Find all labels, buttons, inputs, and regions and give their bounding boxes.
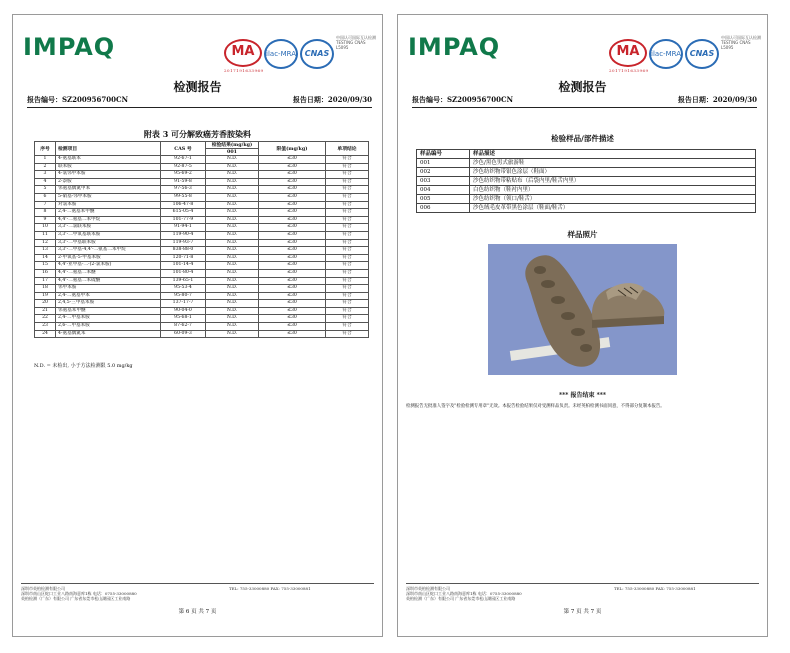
cell-conclusion: 符合 [326, 156, 369, 164]
table-row [35, 269, 369, 277]
cell-conclusion: 符合 [326, 254, 369, 262]
col-header-sample-id: 样品编号 [417, 150, 470, 159]
cell-item: 3,3'-二甲氧基联苯胺 [56, 231, 161, 239]
cell-sample-desc: 沙色纺织物带银色涂层（鞋面） [470, 168, 756, 177]
cell-cas: 101-77-9 [161, 216, 206, 224]
report-date: 2020/09/30 [327, 95, 372, 104]
cell-item: 2,4-二氨基苯甲醚 [56, 209, 161, 217]
cell-item: 5-硝基-邻甲苯胺 [56, 193, 161, 201]
cell-conclusion: 符合 [326, 285, 369, 293]
cell-limit: ≤30 [259, 163, 326, 171]
table-row [35, 254, 369, 262]
cell-conclusion: 符合 [326, 216, 369, 224]
cell-limit: ≤30 [259, 277, 326, 285]
cell-conclusion: 符合 [326, 323, 369, 331]
cell-item: 4-氯邻甲苯胺 [56, 171, 161, 179]
report-date: 2020/09/30 [712, 95, 757, 104]
table-row [417, 186, 756, 195]
accreditation-badges [224, 35, 374, 77]
table-row [35, 178, 369, 186]
page-number: 第 6 页 共 7 页 [178, 609, 217, 615]
report-number: SZ200956700CN [447, 95, 513, 104]
cell-sample-id: 001 [417, 159, 470, 168]
cell-cas: 101-80-4 [161, 269, 206, 277]
cell-limit: ≤30 [259, 262, 326, 270]
cell-item: 4,4'-二氨基二苯硫醚 [56, 277, 161, 285]
cell-conclusion: 符合 [326, 269, 369, 277]
cell-conclusion: 符合 [326, 171, 369, 179]
footer-tel: TEL: 755-33000880 FAX: 755-33000881 [229, 586, 311, 591]
cell-conclusion: 符合 [326, 193, 369, 201]
cell-result: N.D. [206, 193, 259, 201]
cell-cas: 92-87-5 [161, 163, 206, 171]
cell-no: 9 [35, 216, 56, 224]
cell-result: N.D. [206, 247, 259, 255]
cell-limit: ≤30 [259, 247, 326, 255]
cell-no: 6 [35, 193, 56, 201]
cell-conclusion: 符合 [326, 277, 369, 285]
cell-result: N.D. [206, 292, 259, 300]
cell-result: N.D. [206, 224, 259, 232]
cell-cas: 120-71-8 [161, 254, 206, 262]
cell-limit: ≤30 [259, 330, 326, 338]
cell-result: N.D. [206, 163, 259, 171]
cell-limit: ≤30 [259, 178, 326, 186]
cell-result: N.D. [206, 156, 259, 164]
cell-item: 4-氨基偶氮苯 [56, 330, 161, 338]
cell-sample-id: 003 [417, 177, 470, 186]
cell-limit: ≤30 [259, 224, 326, 232]
report-number-label: 报告编号： [27, 95, 62, 104]
table-note: N.D. = 未检出, 小于方法检测限 5.0 mg/kg [34, 363, 133, 369]
cell-result: N.D. [206, 323, 259, 331]
table-row [35, 224, 369, 232]
cell-conclusion: 符合 [326, 224, 369, 232]
cell-no: 17 [35, 277, 56, 285]
cell-cas: 60-09-3 [161, 330, 206, 338]
cnas-text: 中国认可国际互认检测 TESTING CNAS L5095 [721, 35, 761, 50]
report-title: 检测报告 [558, 80, 607, 94]
cell-conclusion: 符合 [326, 231, 369, 239]
table-row [417, 177, 756, 186]
report-disclaimer: 检测报告无批准人签字及"检验检测专用章"无效。本报告检验结果仅对受测样品负责。未经英柏检测书面同意，不得部分复制本报告。 [406, 404, 665, 409]
cell-item: 邻氨基苯甲醚 [56, 307, 161, 315]
cell-limit: ≤30 [259, 216, 326, 224]
table-row [35, 216, 369, 224]
cell-conclusion: 符合 [326, 330, 369, 338]
cell-sample-id: 005 [417, 195, 470, 204]
cell-limit: ≤30 [259, 323, 326, 331]
cell-result: N.D. [206, 171, 259, 179]
cell-result: N.D. [206, 262, 259, 270]
cell-result: N.D. [206, 269, 259, 277]
cell-conclusion: 符合 [326, 300, 369, 308]
cell-conclusion: 符合 [326, 247, 369, 255]
cma-code: 2017191633969 [609, 68, 649, 73]
cell-cas: 137-17-7 [161, 300, 206, 308]
col-header-limit: 限值(mg/kg) [259, 142, 326, 156]
cell-cas: 99-55-8 [161, 193, 206, 201]
table-row [35, 247, 369, 255]
report-meta [412, 95, 757, 107]
cma-badge-icon: MA [224, 39, 262, 67]
table-row [35, 277, 369, 285]
cell-cas: 91-94-1 [161, 224, 206, 232]
cell-cas: 91-59-8 [161, 178, 206, 186]
cell-item: 联苯胺 [56, 163, 161, 171]
table-row [417, 168, 756, 177]
cell-no: 12 [35, 239, 56, 247]
cell-result: N.D. [206, 239, 259, 247]
cell-conclusion: 符合 [326, 315, 369, 323]
cell-item: 3,3'-二甲基-4,4'-二氨基二苯甲烷 [56, 247, 161, 255]
table-row [35, 163, 369, 171]
cell-no: 5 [35, 186, 56, 194]
page-footer [21, 583, 374, 602]
cell-no: 8 [35, 209, 56, 217]
cell-sample-desc: 沙色纺织物（领口/鞋舌） [470, 195, 756, 204]
impaq-logo: IMPAQ [408, 33, 501, 61]
cell-item: 2-甲氧基-5-甲基苯胺 [56, 254, 161, 262]
table-row [417, 159, 756, 168]
cell-sample-desc: 沙色绒毛皮革带黑色涂层（鞋面/鞋舌） [470, 204, 756, 213]
cell-no: 2 [35, 163, 56, 171]
cell-cas: 90-04-0 [161, 307, 206, 315]
cell-cas: 97-56-3 [161, 186, 206, 194]
footer-line-3: 英柏检测（广东）有限公司 广东省东莞市松山湖园区工业南路 [21, 596, 131, 601]
cell-sample-id: 006 [417, 204, 470, 213]
cell-item: 2,6-二甲基苯胺 [56, 323, 161, 331]
cell-no: 1 [35, 156, 56, 164]
header-divider [27, 107, 372, 108]
cell-no: 18 [35, 285, 56, 293]
table-row [35, 323, 369, 331]
cell-cas: 106-47-8 [161, 201, 206, 209]
cell-conclusion: 符合 [326, 307, 369, 315]
report-page-7 [397, 14, 768, 637]
cell-item: 2,4-二甲基苯胺 [56, 315, 161, 323]
sample-description-caption: 检验样品/部件描述 [551, 134, 614, 143]
page-footer [406, 583, 759, 602]
table-row [417, 204, 756, 213]
cell-result: N.D. [206, 277, 259, 285]
cell-no: 14 [35, 254, 56, 262]
cnas-text: 中国认可国际互认检测 TESTING CNAS L5095 [336, 35, 376, 50]
cell-item: 4,4'-亚甲基-二-(2-氯苯胺) [56, 262, 161, 270]
cell-cas: 119-93-7 [161, 239, 206, 247]
table-row [35, 209, 369, 217]
cell-limit: ≤30 [259, 254, 326, 262]
cell-result: N.D. [206, 209, 259, 217]
report-date-label: 报告日期： [677, 95, 713, 104]
cell-cas: 101-14-4 [161, 262, 206, 270]
cell-conclusion: 符合 [326, 209, 369, 217]
cell-no: 20 [35, 300, 56, 308]
cell-limit: ≤30 [259, 209, 326, 217]
cell-no: 13 [35, 247, 56, 255]
cell-no: 22 [35, 315, 56, 323]
cell-limit: ≤30 [259, 239, 326, 247]
cell-limit: ≤30 [259, 292, 326, 300]
table-row [35, 307, 369, 315]
footer-line-2: 深圳市南山区蛇口工业八路南海意库1栋 电话：0755-33000880 [21, 591, 137, 596]
cma-code: 2017191633969 [224, 68, 264, 73]
cell-limit: ≤30 [259, 231, 326, 239]
cell-limit: ≤30 [259, 307, 326, 315]
cell-result: N.D. [206, 285, 259, 293]
table-row [35, 315, 369, 323]
cell-cas: 95-69-2 [161, 171, 206, 179]
cell-cas: 87-62-7 [161, 323, 206, 331]
table-row [35, 239, 369, 247]
table-row [35, 330, 369, 338]
cell-conclusion: 符合 [326, 186, 369, 194]
sample-shoe-photo [488, 244, 677, 375]
cell-result: N.D. [206, 330, 259, 338]
page-number: 第 7 页 共 7 页 [563, 609, 602, 615]
cell-sample-desc: 白色纺织物（鞋衬内里） [470, 186, 756, 195]
report-end-marker: *** 报告结束 *** [558, 392, 606, 399]
cell-conclusion: 符合 [326, 262, 369, 270]
cell-limit: ≤30 [259, 156, 326, 164]
report-meta [27, 95, 372, 107]
cell-item: 2-萘胺 [56, 178, 161, 186]
impaq-logo: IMPAQ [23, 33, 116, 61]
col-header-cas: CAS 号 [161, 142, 206, 156]
cell-sample-desc: 沙色纺织物带粘贴布（后袋内里/鞋舌内里） [470, 177, 756, 186]
cell-item: 3,3'-二氯联苯胺 [56, 224, 161, 232]
cell-cas: 615-05-4 [161, 209, 206, 217]
table-row [35, 201, 369, 209]
cell-cas: 119-90-4 [161, 231, 206, 239]
col-header-no: 序号 [35, 142, 56, 156]
cnas-badge-icon: CNAS [685, 39, 719, 69]
cell-no: 16 [35, 269, 56, 277]
cell-sample-desc: 沙色/黑色男式旅游鞋 [470, 159, 756, 168]
footer-tel: TEL: 755-33000880 FAX: 755-33000881 [614, 586, 696, 591]
aromatic-amine-results-table [34, 141, 369, 338]
cell-result: N.D. [206, 307, 259, 315]
table-row [417, 195, 756, 204]
table-row [35, 171, 369, 179]
sample-photo-caption: 样品照片 [567, 230, 598, 239]
cell-item: 2,4-二氨基甲苯 [56, 292, 161, 300]
report-date-label: 报告日期： [292, 95, 328, 104]
cell-conclusion: 符合 [326, 201, 369, 209]
sample-description-table [416, 149, 756, 213]
col-header-result: 检验结果(mg/kg) [206, 142, 259, 149]
cell-limit: ≤30 [259, 193, 326, 201]
cell-item: 4,4'-二氨基二苯甲烷 [56, 216, 161, 224]
report-page-6 [12, 14, 383, 637]
cell-cas: 838-88-0 [161, 247, 206, 255]
cell-no: 4 [35, 178, 56, 186]
cell-item: 2,4,5-三甲基苯胺 [56, 300, 161, 308]
accreditation-badges [609, 35, 759, 77]
col-header-sample-desc: 样品描述 [470, 150, 756, 159]
cell-sample-id: 004 [417, 186, 470, 195]
cell-limit: ≤30 [259, 201, 326, 209]
cell-cas: 92-67-1 [161, 156, 206, 164]
footer-line-1: 深圳市英柏检测有限公司 [406, 586, 450, 591]
cell-cas: 95-68-1 [161, 315, 206, 323]
footer-line-2: 深圳市南山区蛇口工业八路南海意库1栋 电话：0755-33000880 [406, 591, 522, 596]
cell-no: 11 [35, 231, 56, 239]
cell-limit: ≤30 [259, 285, 326, 293]
report-title: 检测报告 [173, 80, 222, 94]
table-row [35, 300, 369, 308]
ilac-mra-badge-icon: ilac-MRA [649, 39, 683, 69]
cell-item: 4,4'-二氨基二苯醚 [56, 269, 161, 277]
cell-cas: 95-80-7 [161, 292, 206, 300]
cell-limit: ≤30 [259, 171, 326, 179]
cma-badge-icon: MA [609, 39, 647, 67]
cell-limit: ≤30 [259, 269, 326, 277]
cell-cas: 95-53-4 [161, 285, 206, 293]
table-row [35, 292, 369, 300]
col-header-conclusion: 单项结论 [326, 142, 369, 156]
ilac-mra-badge-icon: ilac-MRA [264, 39, 298, 69]
shoe-image [488, 244, 677, 375]
table-row [35, 285, 369, 293]
cell-limit: ≤30 [259, 186, 326, 194]
cell-result: N.D. [206, 231, 259, 239]
cell-conclusion: 符合 [326, 163, 369, 171]
cell-no: 19 [35, 292, 56, 300]
cell-result: N.D. [206, 186, 259, 194]
table-row [35, 193, 369, 201]
cell-item: 邻氨基偶氮甲苯 [56, 186, 161, 194]
table-row [35, 262, 369, 270]
cell-conclusion: 符合 [326, 239, 369, 247]
cell-no: 15 [35, 262, 56, 270]
cell-cas: 139-65-1 [161, 277, 206, 285]
cell-item: 4-氨基联苯 [56, 156, 161, 164]
cell-limit: ≤30 [259, 315, 326, 323]
col-header-result-sample: 001 [206, 149, 259, 156]
cell-conclusion: 符合 [326, 178, 369, 186]
cell-item: 邻甲苯胺 [56, 285, 161, 293]
cell-no: 10 [35, 224, 56, 232]
cell-item: 3,3'-二甲基联苯胺 [56, 239, 161, 247]
header-divider [412, 107, 757, 108]
table-caption: 附表 3 可分解致癌芳香胺染料 [143, 129, 252, 139]
report-number-label: 报告编号： [412, 95, 447, 104]
cnas-badge-icon: CNAS [300, 39, 334, 69]
cell-item: 对氯苯胺 [56, 201, 161, 209]
cell-no: 3 [35, 171, 56, 179]
cell-conclusion: 符合 [326, 292, 369, 300]
table-row [35, 186, 369, 194]
cell-no: 21 [35, 307, 56, 315]
cell-sample-id: 002 [417, 168, 470, 177]
report-number: SZ200956700CN [62, 95, 128, 104]
cell-limit: ≤30 [259, 300, 326, 308]
footer-line-3: 英柏检测（广东）有限公司 广东省东莞市松山湖园区工业南路 [406, 596, 516, 601]
table-row [35, 156, 369, 164]
footer-line-1: 深圳市英柏检测有限公司 [21, 586, 65, 591]
cell-result: N.D. [206, 300, 259, 308]
cell-no: 7 [35, 201, 56, 209]
cell-result: N.D. [206, 178, 259, 186]
cell-result: N.D. [206, 315, 259, 323]
table-row [35, 231, 369, 239]
cell-no: 23 [35, 323, 56, 331]
col-header-item: 检测项目 [56, 142, 161, 156]
cell-result: N.D. [206, 201, 259, 209]
cell-no: 24 [35, 330, 56, 338]
cell-result: N.D. [206, 216, 259, 224]
cell-result: N.D. [206, 254, 259, 262]
